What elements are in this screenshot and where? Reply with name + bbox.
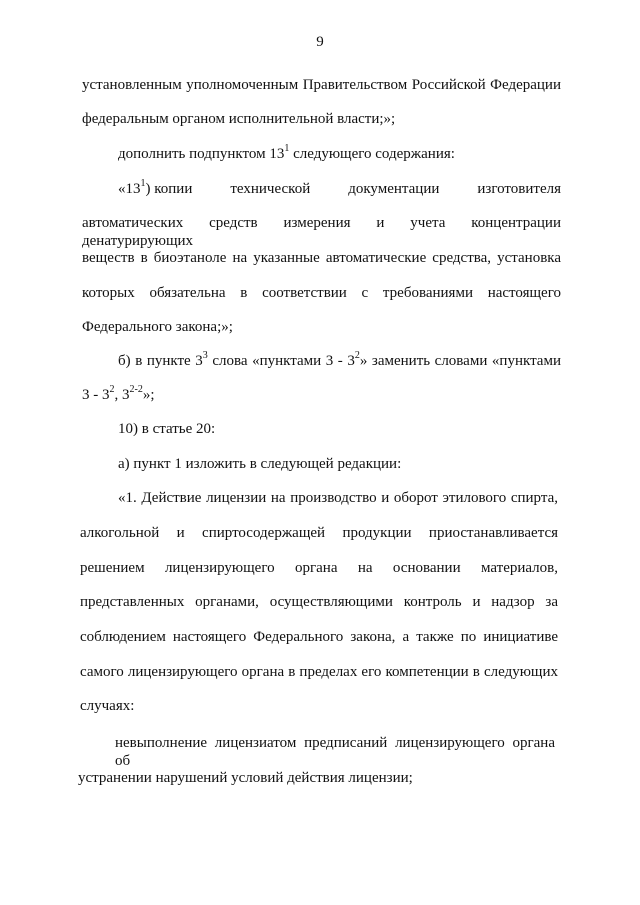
text-segment: ) копии (145, 181, 193, 197)
text-segment: «13 (118, 181, 141, 197)
text-line: а) пункт 1 изложить в следующей редакции: (118, 456, 402, 472)
text-segment (118, 180, 192, 198)
text-segment: документации (348, 181, 440, 197)
text-segment: следующего содержания: (289, 146, 455, 162)
superscript: 3 (202, 350, 208, 361)
text-line: веществ в биоэтаноле на указанные автоматические средства, установка (82, 250, 561, 266)
text-line: представленных органами, осуществляющими контроль и надзор за (80, 594, 558, 610)
text-line (118, 145, 455, 163)
superscript: 2 (109, 384, 115, 395)
text-segment: слова «пунктами 3 - 3 (207, 353, 355, 369)
text-line: алкогольной и спиртосодержащей продукции приостанавливается (80, 525, 558, 541)
text-line: Федерального закона;»; (82, 319, 233, 335)
text-line: 10) в статье 20: (118, 421, 216, 437)
text-segment: изготовителя (477, 181, 561, 197)
superscript: 2-2 (129, 384, 143, 395)
text-segment: , 3 (114, 387, 130, 403)
text-line: автоматических средств измерения и учета концентрации денатурирующих (82, 215, 561, 249)
text-segment: »; (142, 387, 155, 403)
page-number: 9 (316, 34, 324, 50)
text-line (118, 352, 561, 370)
text-line: федеральным органом исполнительной власти;»; (82, 111, 396, 127)
text-line: установленным уполномоченным Правительством Российской Федерации (82, 77, 561, 93)
text-segment: дополнить подпунктом 13 (118, 146, 285, 162)
superscript: 2 (354, 350, 360, 361)
text-line: случаях: (80, 698, 135, 714)
text-line: невыполнение лицензиатом предписаний лицензирующего органа об (115, 735, 555, 769)
text-segment: б) в пункте 3 (118, 353, 203, 369)
text-line: устранении нарушений условий действия лицензии; (78, 770, 413, 786)
text-segment: » заменить словами «пунктами (359, 353, 561, 369)
text-line: которых обязательна в соответствии с требованиями настоящего (82, 285, 561, 301)
superscript: 1 (284, 143, 290, 154)
text-line (82, 386, 155, 404)
text-line (118, 180, 561, 198)
text-segment: 3 - 3 (82, 387, 110, 403)
text-segment: технической (230, 181, 311, 197)
superscript: 1 (140, 178, 146, 189)
text-line: самого лицензирующего органа в пределах его компетенции в следующих (80, 664, 558, 680)
text-line: «1. Действие лицензии на производство и оборот этилового спирта, (118, 490, 558, 506)
text-line: соблюдением настоящего Федерального закона, а также по инициативе (80, 629, 558, 645)
text-line: решением лицензирующего органа на основании материалов, (80, 560, 558, 576)
